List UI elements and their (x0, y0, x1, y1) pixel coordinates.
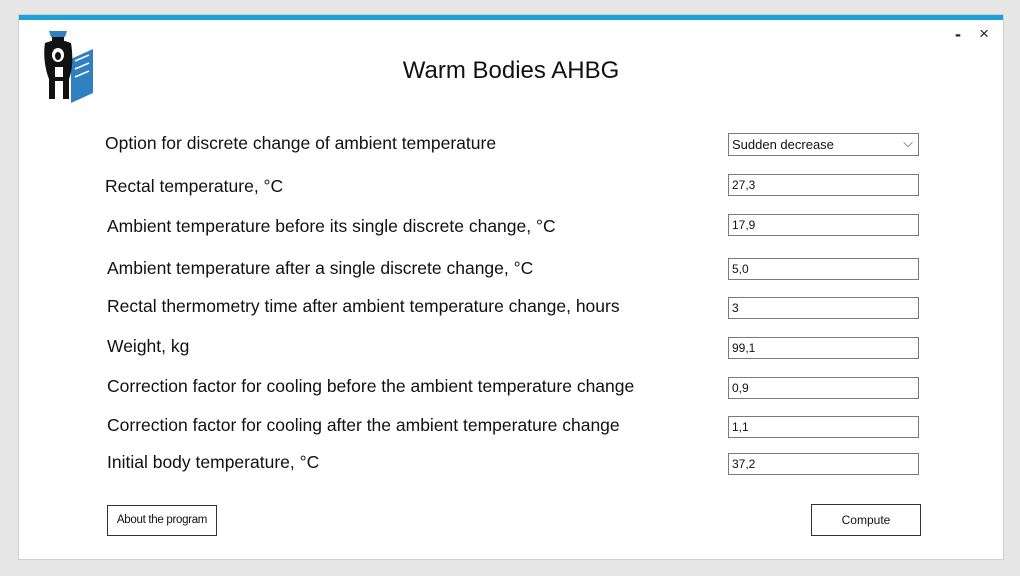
ambient-before-input[interactable]: 17,9 (728, 214, 919, 236)
ambient-before-label: Ambient temperature before its single discrete change, °C (107, 216, 556, 236)
weight-label: Weight, kg (107, 336, 190, 356)
rectal-temperature-label: Rectal temperature, °C (105, 176, 284, 196)
compute-button[interactable]: Compute (811, 504, 921, 536)
minimize-button[interactable]: - (955, 24, 961, 44)
correction-before-input[interactable]: 0,9 (728, 377, 919, 399)
app-window (18, 14, 1004, 560)
window-accent-bar (19, 15, 1003, 20)
ambient-after-input[interactable]: 5,0 (728, 258, 919, 280)
about-program-button[interactable]: About the program (107, 505, 217, 536)
thermometry-time-label: Rectal thermometry time after ambient temperature change, hours (107, 296, 620, 316)
chevron-down-icon: ⌵ (903, 135, 913, 150)
initial-body-temp-input[interactable]: 37,2 (728, 453, 919, 475)
correction-before-label: Correction factor for cooling before the ambient temperature change (107, 376, 635, 396)
option-select[interactable] (728, 133, 919, 156)
app-title: Warm Bodies AHBG (402, 57, 620, 84)
initial-body-temp-label: Initial body temperature, °C (107, 452, 320, 472)
rectal-temperature-input[interactable]: 27,3 (728, 174, 919, 196)
option-label: Option for discrete change of ambient temperature (105, 133, 497, 153)
weight-input[interactable]: 99,1 (728, 337, 919, 359)
ambient-after-label: Ambient temperature after a single discrete change, °C (107, 258, 534, 278)
thermometry-time-input[interactable]: 3 (728, 297, 919, 319)
correction-after-label: Correction factor for cooling after the ambient temperature change (107, 415, 620, 435)
option-select-value: Sudden decrease (732, 137, 834, 152)
close-button[interactable]: × (979, 24, 989, 43)
correction-after-input[interactable]: 1,1 (728, 416, 919, 438)
